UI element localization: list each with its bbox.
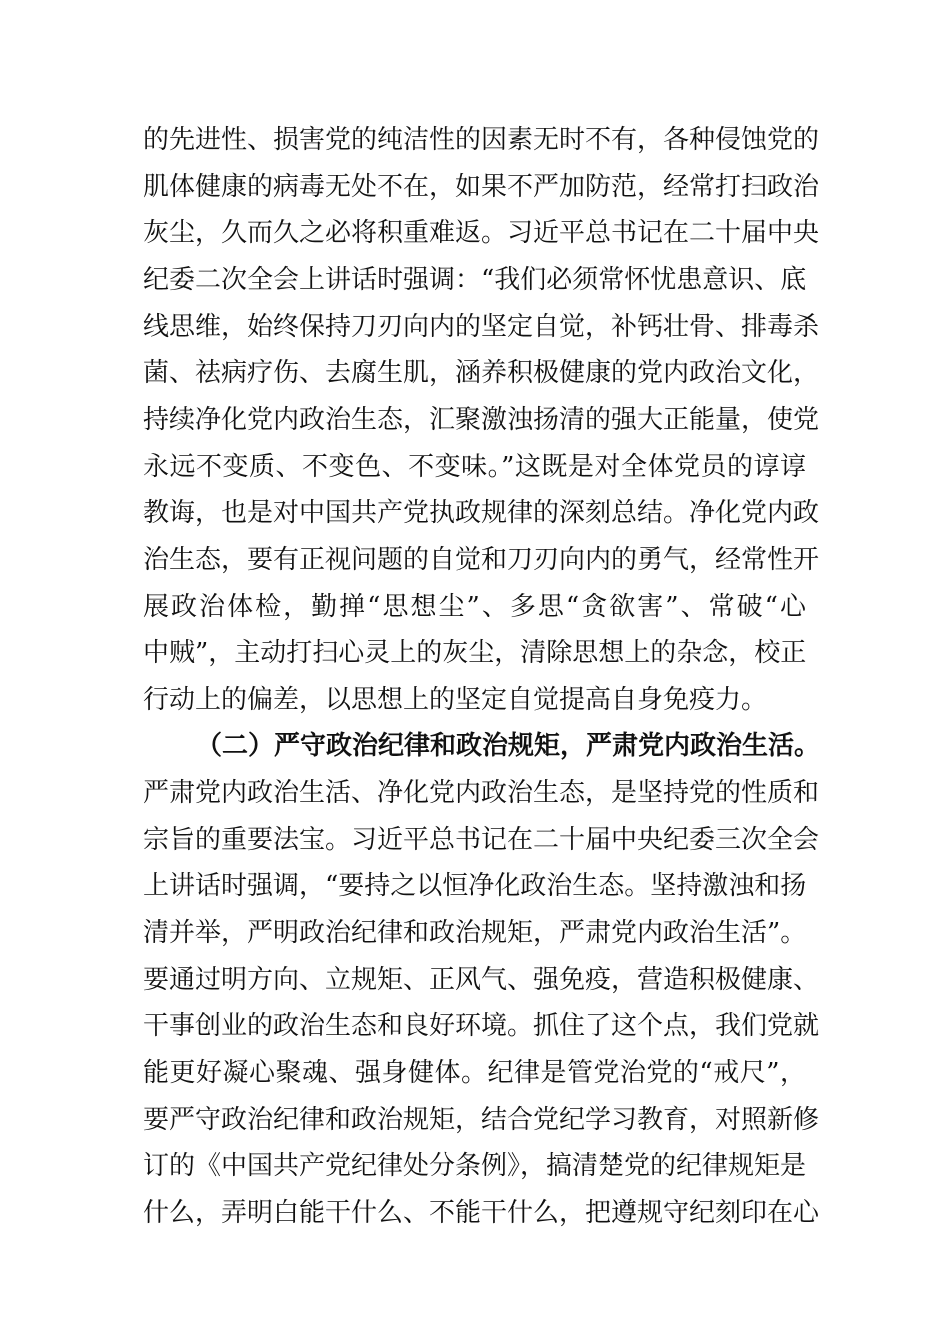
paragraph-line: 行动上的偏差，以思想上的坚定自觉提高自身免疫力。 [143, 684, 768, 715]
paragraph-line: 永远不变质、不变色、不变味。”这既是对全体党员的谆谆 [143, 451, 806, 482]
paragraph-line: 要通过明方向、立规矩、正风气、强免疫，营造积极健康、 [143, 964, 820, 995]
paragraph-line: 肌体健康的病毒无处不在，如果不严加防范，经常打扫政治 [143, 171, 820, 202]
paragraph-line: 严肃党内政治生活、净化党内政治生态，是坚持党的性质和 [143, 778, 820, 809]
paragraph-line: 灰尘，久而久之必将积重难返。习近平总书记在二十届中央 [143, 218, 820, 249]
paragraph-line: 的先进性、损害党的纯洁性的因素无时不有，各种侵蚀党的 [143, 125, 820, 155]
paragraph-line: 干事创业的政治生态和良好环境。抓住了这个点，我们党就 [143, 1011, 820, 1042]
paragraph-line: 纪委二次全会上讲话时强调：“我们必须常怀忧患意识、底 [143, 264, 807, 295]
paragraph-line: 线思维，始终保持刀刃向内的坚定自觉，补钙壮骨、排毒杀 [143, 311, 820, 342]
paragraph-line: 教诲，也是对中国共产党执政规律的深刻总结。净化党内政 [143, 498, 820, 529]
paragraph-line: 能更好凝心聚魂、强身健体。纪律是管党治党的“戒尺”， [143, 1058, 806, 1088]
paragraph-line: 治生态，要有正视问题的自觉和刀刃向内的勇气，经常性开 [143, 544, 820, 575]
paragraph-line: 清并举，严明政治纪律和政治规矩，严肃党内政治生活”。 [143, 918, 807, 949]
paragraph-line: 要严守政治纪律和政治规矩，结合党纪学习教育，对照新修 [143, 1104, 820, 1135]
paragraph-line: 订的《中国共产党纪律处分条例》，搞清楚党的纪律规矩是 [143, 1151, 807, 1182]
paragraph-line: 中贼”，主动打扫心灵上的灰尘，清除思想上的杂念，校正 [143, 638, 807, 669]
paragraph-line: 菌、祛病疗伤、去腐生肌，涵养积极健康的党内政治文化， [143, 358, 820, 389]
paragraph-line: 上讲话时强调，“要持之以恒净化政治生态。坚持激浊和扬 [143, 871, 807, 902]
paragraph-line: 什么，弄明白能干什么、不能干什么，把遵规守纪刻印在心 [143, 1197, 820, 1228]
paragraph-line: 展政治体检，勤掸“思想尘”、多思“贪欲害”、常破“心 [143, 591, 806, 622]
paragraph-line: 持续净化党内政治生态，汇聚激浊扬清的强大正能量，使党 [143, 404, 820, 435]
section-heading: （二）严守政治纪律和政治规矩，严肃党内政治生活。 [196, 731, 821, 762]
paragraph-line: 宗旨的重要法宝。习近平总书记在二十届中央纪委三次全会 [143, 824, 820, 855]
